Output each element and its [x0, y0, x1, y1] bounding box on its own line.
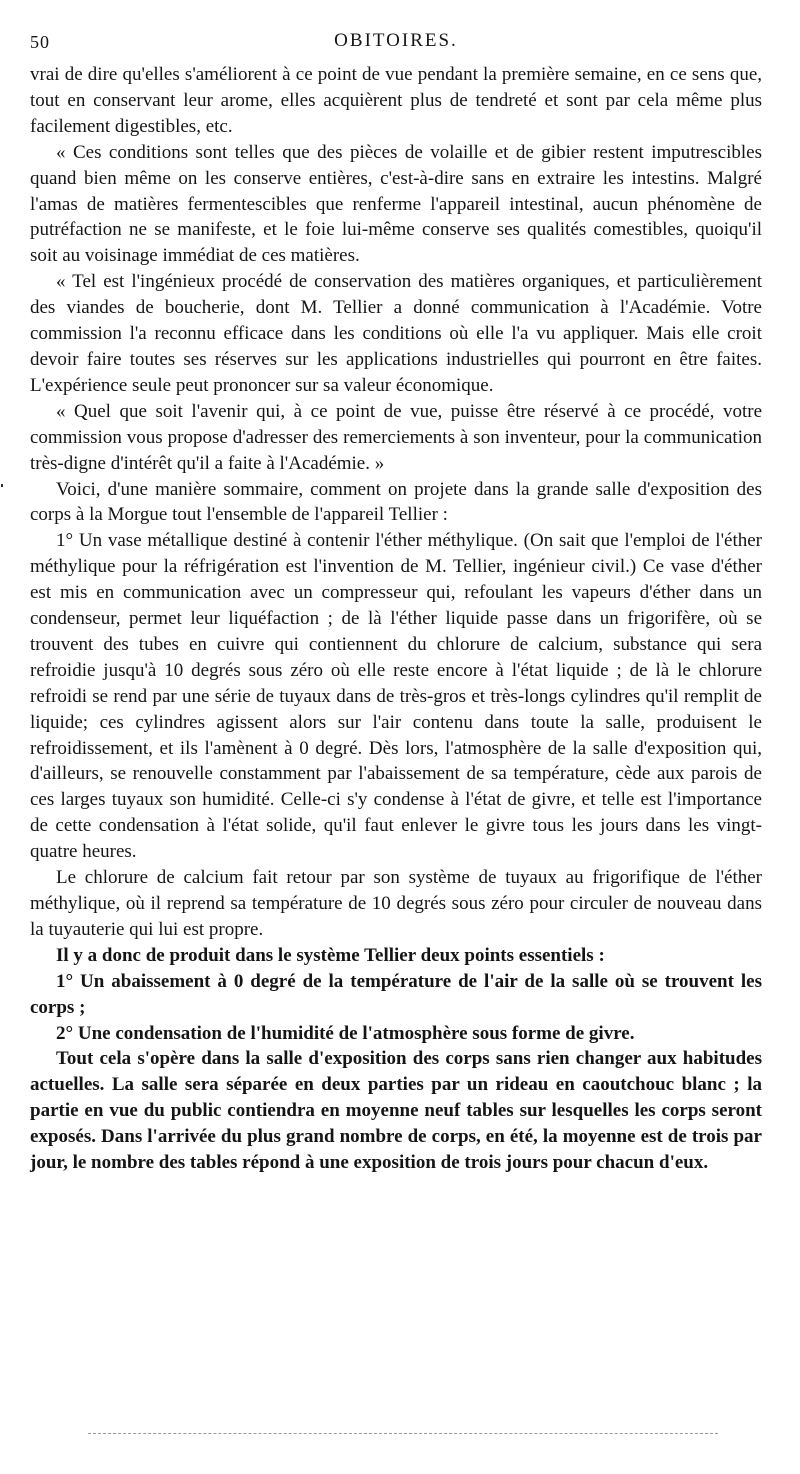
paragraph-morgue-project: Voici, d'une manière sommaire, comment on projete dans la grande salle d'exposition des corps à la Morgue tout l'ensemble de l'appareil Tellier : [30, 478, 762, 526]
paragraph-item-1-vase: 1° Un vase métallique destiné à contenir l'éther méthylique. (On sait que l'emploi de l'éther méthylique pour la réfrigération est l'invention de M. Tellier, ingénieur civil.) Ce vase d'éther est mis en communication avec un compresseur qui, refoulant les vapeurs d'éther dans un condenseur, permet leur liquéfaction ; de là l'éther liquide passe dans un frigorifère, où se trouvent des tubes en cuivre qui contiennent du chlorure de calcium, substance qui sera refroidie jusqu'à 10 degrés sous zéro où elle reste encore à l'état liquide ; de là le chlorure refroidi se rend par une série de tuyaux dans de très-gros et très-longs cylindres qu'il remplit de liquide; ces cylindres agissent alors sur l'air contenu dans toute la salle, produisent le refroidissement, et ils l'amènent à 0 degré. Dès lors, l'atmosphère de la salle d'exposition qui, d'ailleurs, se renouvelle constamment par l'abaissement de sa température, cède aux parois de ces larges tuyaux son humidité. Celle-ci s'y condense à l'état de givre, et telle est l'importance de cette condensation à l'état solide, qu'il faut enlever le givre tous les jours dans les vingt-quatre heures. [30, 530, 762, 863]
paragraph-continuation: vrai de dire qu'elles s'améliorent à ce point de vue pendant la première semaine, en ce sens que, tout en conservant leur arome, elles acquièrent plus de tendreté et sont par cela même plus facilement digestibles, etc. [30, 64, 762, 137]
margin-mark [1, 484, 3, 487]
paragraph-chlorure-return: Le chlorure de calcium fait retour par son système de tuyaux au frigorifique de l'éther méthylique, où il reprend sa température de 10 degrés sous zéro pour circuler de nouveau dans la tuyauterie qui lui est propre. [30, 867, 762, 940]
paragraph-quote-commission: « Quel que soit l'avenir qui, à ce point de vue, puisse être réservé à ce procédé, votre commission vous propose d'adresser des remerciements à son inventeur, pour la communication très-digne d'intérêt qu'il a faite à l'Académie. » [30, 400, 762, 474]
paragraph-point-1: 1° Un abaissement à 0 degré de la température de l'air de la salle où se trouvent les corps ; [30, 970, 762, 1018]
paragraph-quote-procedure: « Tel est l'ingénieux procédé de conservation des matières organiques, et particulièrement des viandes de boucherie, dont M. Tellier a donné communication à l'Académie. Votre commission l'a reconnu efficace dans les conditions où elle l'a vu appliquer. Mais elle croit devoir faire toutes ses réserves sur les applications industrielles qui pourront en être faites. L'expérience seule peut prononcer sur sa valeur économique. [30, 271, 762, 396]
running-title: OBITOIRES. [334, 30, 458, 51]
body-text [30, 62, 762, 1176]
page-number: 50 [30, 32, 50, 52]
paragraph-point-2: 2° Une condensation de l'humidité de l'atmosphère sous forme de givre. [56, 1022, 635, 1044]
book-page [30, 22, 762, 1176]
page-header [30, 22, 762, 58]
paragraph-quote-conditions: « Ces conditions sont telles que des pièces de volaille et de gibier restent imputrescibles quand bien même on les conserve entières, c'est-à-dire sans en extraire les intestins. Malgré l'amas de matières fermentescibles que renferme l'appareil intestinal, aucun phénomène de putréfaction ne se manifeste, et le foie lui-même conserve ses qualités comestibles, quoiqu'il soit au voisinage immédiat de ces matières. [30, 141, 762, 267]
footer-rule [88, 1433, 718, 1434]
paragraph-exposition-room: Tout cela s'opère dans la salle d'exposition des corps sans rien changer aux habitudes actuelles. La salle sera séparée en deux parties par un rideau en caoutchouc blanc ; la partie en vue du public contiendra en moyenne neuf tables sur lesquelles les corps seront exposés. Dans l'arrivée du plus grand nombre de corps, en été, la moyenne est de trois par jour, le nombre des tables répond à une exposition de trois jours pour chacun d'eux. [30, 1048, 762, 1174]
paragraph-two-points: Il y a donc de produit dans le système Tellier deux points essentiels : [56, 944, 605, 966]
